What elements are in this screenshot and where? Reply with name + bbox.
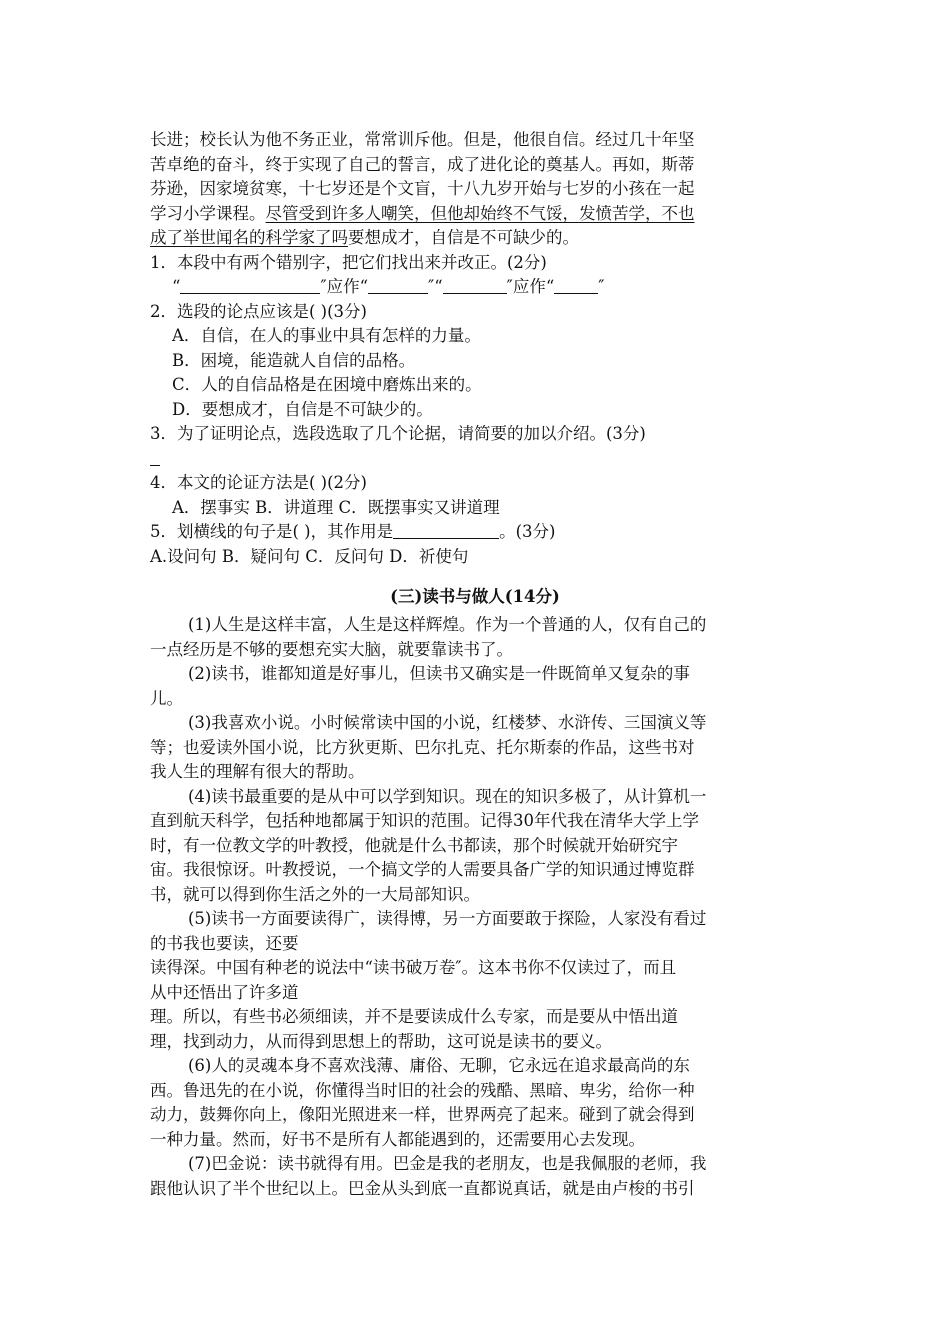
passage-line: 苦卓绝的奋斗，终于实现了自己的誓言，成了进化论的奠基人。再如，斯蒂: [150, 154, 695, 174]
option: C．人的自信品格是在困境中磨炼出来的。: [172, 375, 482, 394]
underlined-sentence: 成了举世闻名的科学家了吗: [150, 228, 348, 247]
passage-line: 芬逊，因家境贫寒，十七岁还是个文盲，十八九岁开始与七岁的小孩在一起: [150, 179, 695, 198]
answer-blank[interactable]: [554, 277, 598, 294]
paragraph-line: 从中还悟出了许多道: [150, 982, 299, 1002]
paragraph-line: (7)巴金说：读书就得有用。巴金是我的老朋友，也是我佩服的老师，我: [188, 1154, 707, 1173]
question-3: 3．为了证明论点，选段选取了几个论据，请简要的加以介绍。(3分): [150, 424, 646, 443]
answer-blank[interactable]: [180, 277, 320, 294]
paragraph-line: 的书我也要读，还要: [150, 933, 299, 953]
question-2: 2．选段的论点应该是( )(3分): [150, 301, 367, 321]
answer-blank[interactable]: [443, 277, 507, 294]
passage-text: 要想成才，自信是不可缺少的。: [348, 228, 579, 247]
passage: [150, 128, 800, 251]
answer-blank[interactable]: [393, 522, 499, 539]
paragraph-line: 读得深。中国有种老的说法中“读书破万卷″。这本书你不仅读过了，而且: [150, 958, 677, 977]
paragraph-line: 西。鲁迅先的在小说，你懂得当时旧的社会的残酷、黑暗、卑劣，给你一种: [150, 1080, 695, 1100]
question-5-options: A.设问句 B．疑问句 C．反问句 D．祈使句: [150, 546, 469, 566]
passage-line: [150, 202, 800, 227]
paragraph-line: 跟他认识了半个世纪以上。巴金从头到底一直都说真话，就是由卢梭的书引: [150, 1178, 695, 1198]
paragraph-line: (2)读书，谁都知道是好事儿，但读书又确实是一件既简单又复杂的事: [188, 664, 690, 683]
paragraph-line: (1)人生是这样丰富，人生是这样辉煌。作为一个普通的人，仅有自己的: [188, 615, 707, 634]
option: D．要想成才，自信是不可缺少的。: [172, 399, 433, 419]
paragraph-line: 书，就可以得到你生活之外的一大局部知识。: [150, 884, 480, 904]
paragraph-line: 时，有一位教文学的叶教授，他就是什么书都读，那个时候就开始研究宇: [150, 835, 678, 855]
paragraph-line: 理，找到动力，从而得到思想上的帮助，这可说是读书的要义。: [150, 1031, 612, 1051]
option: A．自信，在人的事业中具有怎样的力量。: [172, 326, 481, 345]
paragraph-line: (4)读书最重要的是从中可以学到知识。现在的知识多极了，从计算机一: [188, 786, 707, 806]
paragraph-line: (6)人的灵魂本身不喜欢浅薄、庸俗、无聊，它永远在追求最高尚的东: [188, 1056, 690, 1075]
question-4-options: A．摆事实 B．讲道理 C．既摆事实又讲道理: [172, 497, 500, 517]
question-1-answer-line: “ ″应作“ ″“ ″应作“ ″: [172, 277, 605, 296]
paragraph-line: 一种力量。然而，好书不是所有人都能遇到的，还需要用心去发现。: [150, 1129, 645, 1149]
paragraph-line: 直到航天科学，包括种地都属于知识的范围。记得30年代我在清华大学上学: [150, 811, 699, 830]
underlined-sentence: 尽管受到许多人嘲笑，但他却始终不气馁，发愤苦学，不也: [265, 203, 695, 223]
passage-line: [150, 226, 800, 251]
document-page: [150, 128, 800, 1201]
paragraph-line: 我人生的理解有很大的帮助。: [150, 762, 365, 781]
paragraph-line: 理。所以，有些书必须细读，并不是要读成什么专家，而是要从中悟出道: [150, 1007, 678, 1026]
section-title: (三)读书与做人(14分): [390, 587, 560, 606]
passage-text: 学习小学课程。: [150, 203, 266, 223]
paragraph-line: 一点经历是不够的要想充实大脑，就要靠读书了。: [150, 639, 513, 659]
answer-blank[interactable]: [368, 277, 428, 294]
paragraph-line: (3)我喜欢小说。小时候常读中国的小说，红楼梦、水浒传、三国演义等: [188, 713, 707, 732]
answer-blank[interactable]: [150, 449, 160, 466]
question-1: 1．本段中有两个错别字，把它们找出来并改正。(2分): [150, 252, 547, 272]
question-3-answer-line: [150, 447, 800, 472]
passage-line: 长进；校长认为他不务正业，常常训斥他。但是，他很自信。经过几十年坚: [150, 130, 695, 149]
paragraph-line: 儿。: [150, 688, 183, 708]
paragraph-line: 动力，鼓舞你向上，像阳光照进来一样，世界两亮了起来。碰到了就会得到: [150, 1105, 695, 1124]
paragraph-line: 等；也爱读外国小说，比方狄更斯、巴尔扎克、托尔斯泰的作品，这些书对: [150, 737, 695, 757]
paragraph-line: (5)读书一方面要读得广，读得博，另一方面要敢于探险，人家没有看过: [188, 909, 707, 928]
question-5: 5．划横线的句子是( )，其作用是 。(3分): [150, 522, 556, 541]
paragraph-line: 宙。我很惊讶。叶教授说，一个搞文学的人需要具备广学的知识通过博览群: [150, 860, 695, 879]
question-4: 4．本文的论证方法是( )(2分): [150, 473, 367, 492]
reading-passage: [150, 613, 800, 1201]
option: B．困境，能造就人自信的品格。: [172, 350, 416, 370]
